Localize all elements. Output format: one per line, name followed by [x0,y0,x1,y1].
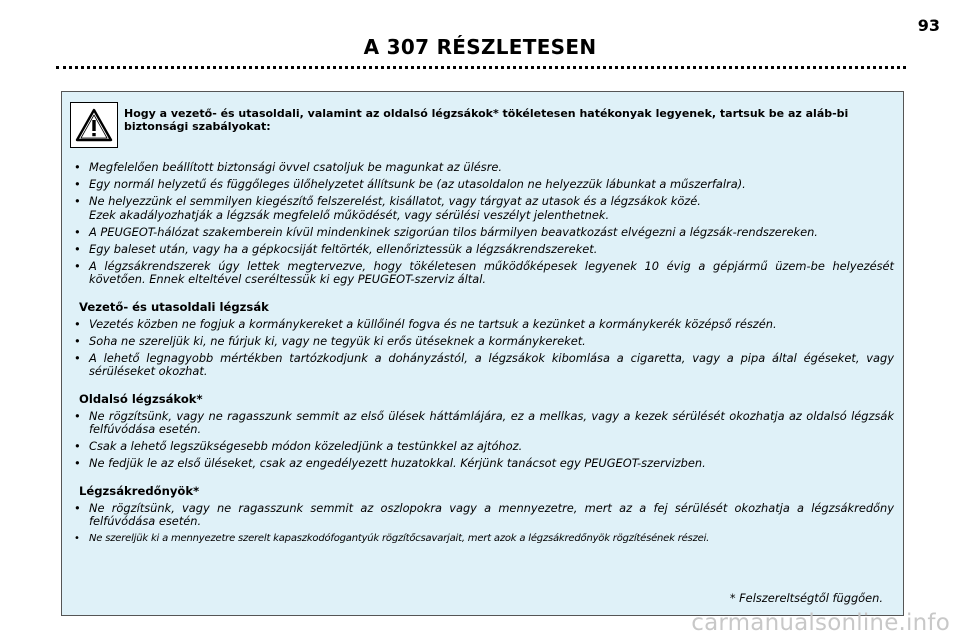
list-item: • Egy normál helyzetű és függőleges ülőhelyzetet állítsunk be (az utasoldalon ne helyezzük lábunkat a műszerfalra). [74,178,894,191]
warning-icon-frame [70,102,118,148]
list-item: • Ne helyezzünk el semmilyen kiegészítő felszerelést, kisállatot, vagy tárgyat az utasok és a légzsákok közé. [74,195,894,208]
intro-text: Hogy a vezető- és utasoldali, valamint az oldalsó légzsákok* tökéletesen hatékonyak legyenek, tartsuk be az aláb-bi biztonsági szabályokat: [124,107,849,133]
title-divider [56,66,906,69]
section-heading-front-airbags: Vezető- és utasoldali légzsák [79,300,269,314]
rules-content [74,161,894,549]
list-item: • Csak a lehető legszükségesebb módon közeledjünk a testünkkel az ajtóhoz. [74,440,894,453]
list-item: • Egy baleset után, vagy ha a gépkocsiját feltörték, ellenőriztessük a légzsákrendszereket. [74,243,894,256]
page-number: 93 [917,16,940,35]
list-item: • Megfelelően beállított biztonsági övvel csatoljuk be magunkat az ülésre. [74,161,894,174]
section-heading-curtain-airbags: Légzsákredőnyök* [79,484,200,498]
list-item: • A légzsákrendszerek úgy lettek megtervezve, hogy tökéletesen működőképesek legyenek 10 évig a gépjármű üzem-be helyezését követően. Ennek elteltével cseréltessük ki egy PEUGEOT-szerviz által. [74,260,894,286]
list-item: • Ne szereljük ki a mennyezetre szerelt kapaszkodófogantyúk rögzítőcsavarjait, mert azok a légzsákredőnyök rögzítésének részei. [74,532,894,545]
list-item: • Vezetés közben ne fogjuk a kormánykereket a küllőinél fogva és ne tartsuk a kezünket a kormánykerék középső részén. [74,318,894,331]
list-item: • Ne rögzítsünk, vagy ne ragasszunk semmit az első ülések háttámlájára, ez a mellkas, vagy a kezek sérülését okozhatja az oldalsó légzsák felfúvódása esetén. [74,410,894,436]
warning-triangle-icon [75,108,113,142]
section-heading-side-airbags: Oldalsó légzsákok* [79,392,203,406]
list-item: • A PEUGEOT-hálózat szakemberein kívül mindenkinek szigorúan tilos bármilyen beavatkozást elvégezni a légzsák-rendszereken. [74,226,894,239]
footnote: * Felszereltségtől függően. [729,591,883,605]
page-title: A 307 RÉSZLETESEN [363,35,597,59]
list-item: • Ne rögzítsünk, vagy ne ragasszunk semmit az oszlopokra vagy a mennyezetre, mert az a fej sérülését okozhatja a légzsákredőny felfúvódása esetén. [74,502,894,528]
safety-box [61,91,904,616]
watermark: carmanualsonline.info [691,610,950,636]
list-item: • A lehető legnagyobb mértékben tartózkodjunk a dohányzástól, a légzsákok kibomlása a cigaretta, vagy a pipa által égéseket, vagy sérüléseket okozhat. [74,352,894,378]
list-item: • Ne fedjük le az első üléseket, csak az engedélyezett huzatokkal. Kérjünk tanácsot egy PEUGEOT-szervizben. [74,457,894,470]
list-item-continuation: Ezek akadályozhatják a légzsák megfelelő működését, vagy sérülési veszélyt jelenthetnek. [89,208,610,222]
list-item: • Soha ne szereljük ki, ne fúrjuk ki, vagy ne tegyük ki erős ütéseknek a kormánykereket. [74,335,894,348]
